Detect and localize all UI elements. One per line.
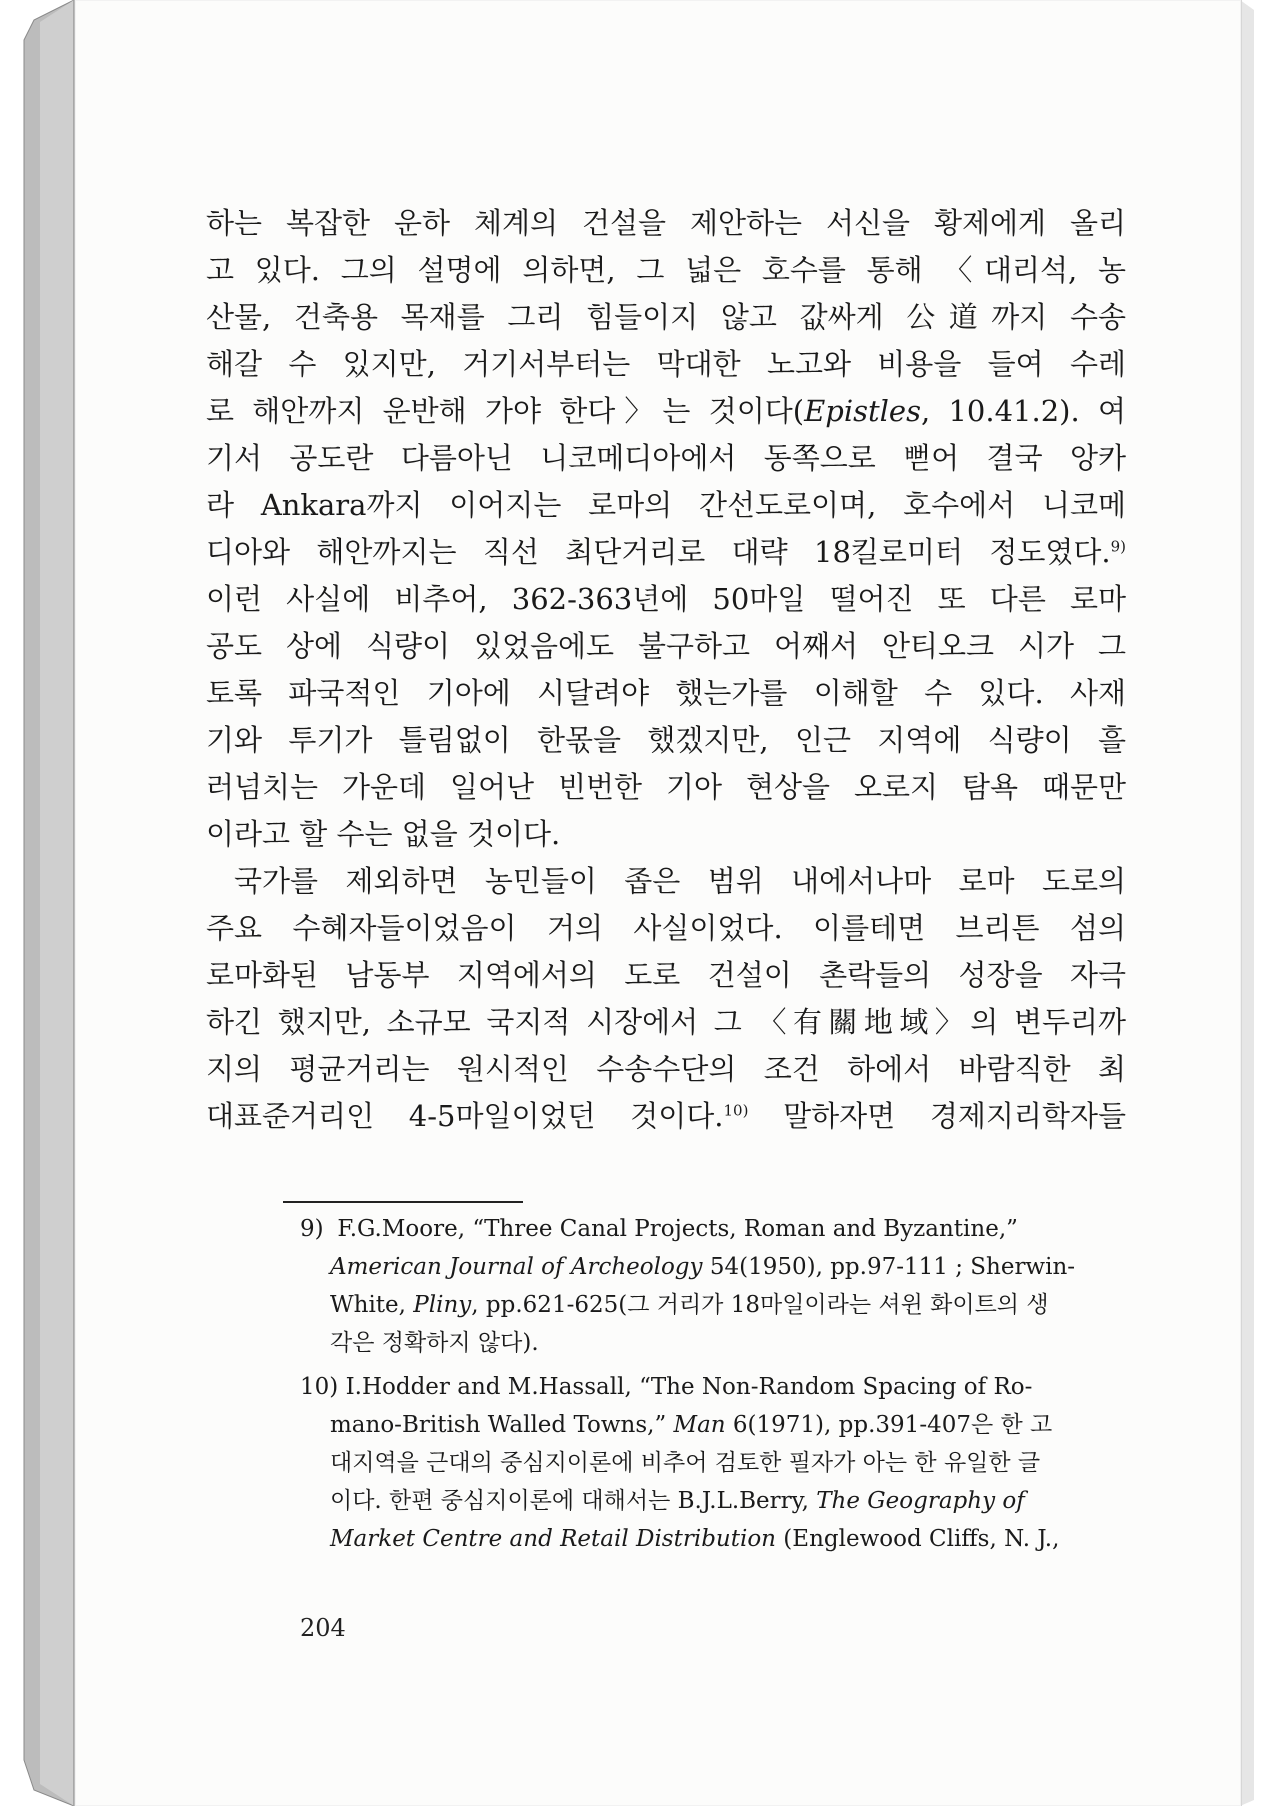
footnote-9 (300, 1210, 1126, 1362)
footnote-line (300, 1248, 1126, 1286)
body-line-epistles (206, 388, 1126, 435)
book-title: The Geography of (816, 1488, 1025, 1514)
epistles-title: Epistles (804, 394, 921, 428)
body-line-part: 로 해안까지 운반해 가야 한다〉는 것이다( (206, 394, 805, 428)
footnote-line (300, 1520, 1126, 1558)
footnote-text: (Englewood Cliffs, N. J., (776, 1526, 1060, 1552)
footnote-text: F.G.Moore, “Three Canal Projects, Roman and Byzantine,” (337, 1216, 1018, 1242)
body-line: 기와 투기가 틀림없이 한몫을 했겠지만, 인근 지역에 식량이 흘 (206, 723, 1126, 757)
footnote-line (300, 1210, 1126, 1248)
footnote-line (300, 1286, 1126, 1324)
body-line-part: 말하자면 경제지리학자들 (748, 1099, 1126, 1133)
body-line: 지의 평균거리는 원시적인 수송수단의 조건 하에서 바람직한 최 (206, 1052, 1126, 1086)
body-line: 산물, 건축용 목재를 그리 힘들이지 않고 값싸게 公道까지 수송 (206, 300, 1126, 334)
footnote-divider (283, 1201, 523, 1203)
body-line: 토록 파국적인 기아에 시달려야 했는가를 이해할 수 있다. 사재 (206, 676, 1126, 710)
journal-title: Man (673, 1412, 726, 1438)
footnote-10 (300, 1368, 1126, 1558)
footnote-ref-10[interactable]: 10) (723, 1101, 749, 1120)
footnote-text: 6(1971), pp.391-407은 한 고 (725, 1412, 1053, 1438)
body-line-part: 대표준거리인 4-5마일이었던 것이다. (206, 1099, 724, 1133)
body-line: 해갈 수 있지만, 거기서부터는 막대한 노고와 비용을 들여 수레 (206, 347, 1126, 381)
body-line-paragraph-start: 국가를 제외하면 농민들이 좁은 범위 내에서나마 로마 도로의 (234, 864, 1126, 898)
footnote-line (300, 1368, 1126, 1406)
book-title: Pliny (413, 1292, 472, 1318)
body-line: 하는 복잡한 운하 체계의 건설을 제안하는 서신을 황제에게 올리 (206, 206, 1126, 240)
footnote-line: 각은 정확하지 않다). (330, 1330, 539, 1356)
body-line: 하긴 했지만, 소규모 국지적 시장에서 그 〈有關地域〉의 변두리까 (206, 1005, 1126, 1039)
body-line: 공도 상에 식량이 있었음에도 불구하고 어째서 안티오크 시가 그 (206, 629, 1126, 663)
footnote-ref-9[interactable]: 9) (1110, 537, 1126, 556)
body-line-part: 디아와 해안까지는 직선 최단거리로 대략 18킬로미터 정도였다. (206, 535, 1111, 569)
journal-title: American Journal of Archeology (330, 1254, 703, 1280)
body-line: 라 Ankara까지 이어지는 로마의 간선도로이며, 호수에서 니코메 (206, 488, 1126, 522)
footnote-line (300, 1482, 1126, 1520)
body-line: 고 있다. 그의 설명에 의하면, 그 넓은 호수를 통해 〈대리석, 농 (206, 253, 1126, 287)
body-line: 로마화된 남동부 지역에서의 도로 건설이 촌락들의 성장을 자극 (206, 958, 1126, 992)
body-line: 러넘치는 가운데 일어난 빈번한 기아 현상을 오로지 탐욕 때문만 (206, 770, 1126, 804)
footnote-number: 10) (300, 1374, 339, 1400)
body-line: 주요 수혜자들이었음이 거의 사실이었다. 이를테면 브리튼 섬의 (206, 911, 1126, 945)
footnote-text: 이다. 한편 중심지이론에 대해서는 B.J.L.Berry, (330, 1488, 817, 1514)
footnotes (300, 1210, 1126, 1564)
body-line: 이라고 할 수는 없을 것이다. (206, 817, 561, 851)
footnote-text: mano-British Walled Towns,” (330, 1412, 674, 1438)
body-line-part: , 10.41.2). 여 (920, 394, 1126, 428)
book-title: Market Centre and Retail Distribution (330, 1526, 776, 1552)
body-line: 이런 사실에 비추어, 362-363년에 50마일 떨어진 또 다른 로마 (206, 582, 1126, 616)
body-line-with-note (206, 529, 1126, 576)
body-line-with-note (206, 1093, 1126, 1140)
footnote-text: I.Hodder and M.Hassall, “The Non-Random Spacing of Ro- (345, 1374, 1033, 1400)
footnote-text: , pp.621-625(그 거리가 18마일이라는 셔윈 화이트의 생 (471, 1292, 1049, 1318)
page-number: 204 (300, 1614, 346, 1642)
footnote-line (300, 1406, 1126, 1444)
footnote-text: White, (330, 1292, 414, 1318)
body-line: 기서 공도란 다름아닌 니코메디아에서 동쪽으로 뻗어 결국 앙카 (206, 441, 1126, 475)
body-text (206, 200, 1126, 1140)
footnote-number: 9) (300, 1216, 324, 1242)
footnote-text: 54(1950), pp.97-111 ; Sherwin- (702, 1254, 1076, 1280)
footnote-line: 대지역을 근대의 중심지이론에 비추어 검토한 필자가 아는 한 유일한 글 (330, 1450, 1041, 1476)
